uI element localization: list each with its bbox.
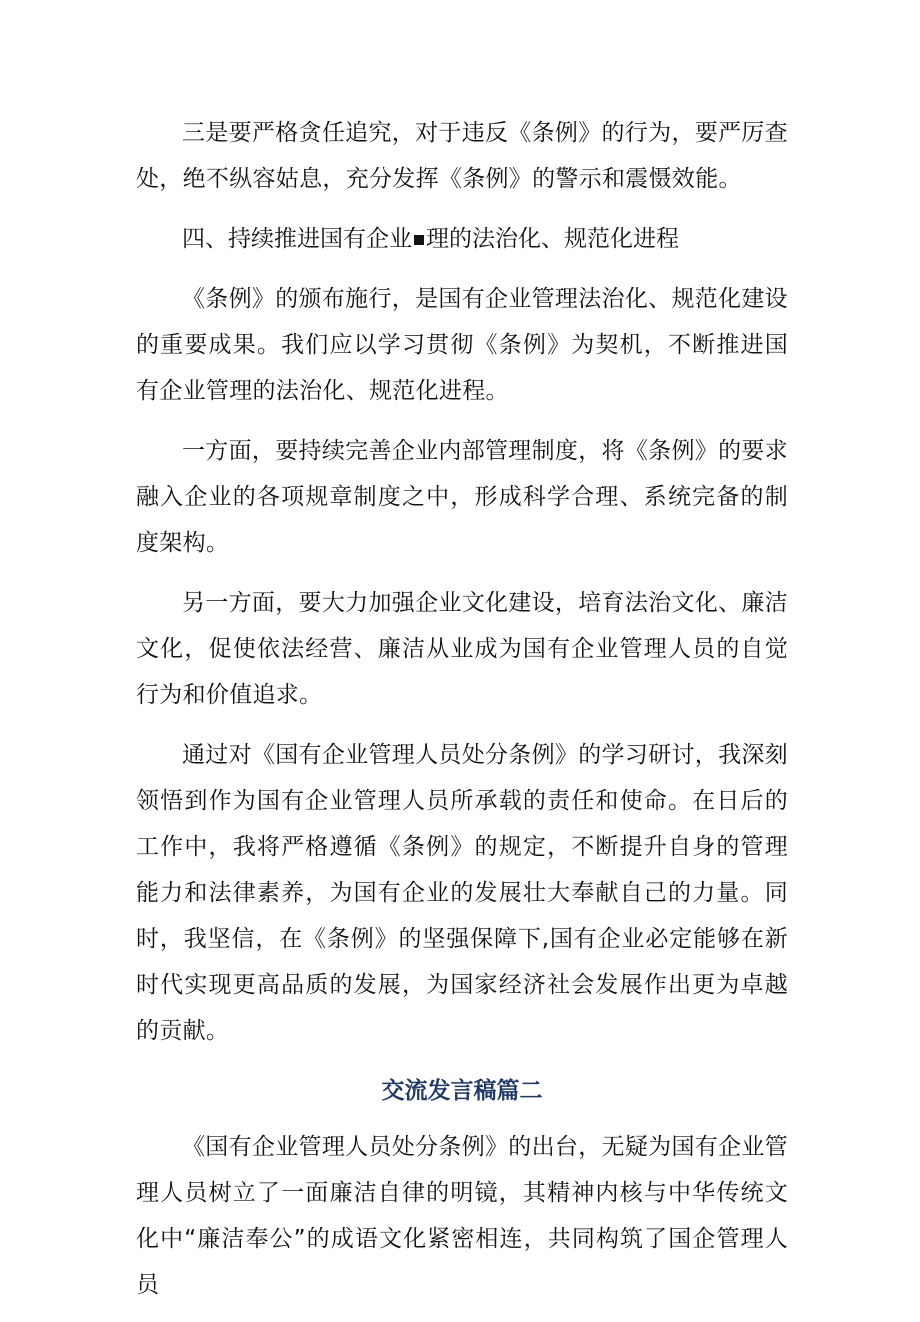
heading-four-text-a: 四、持续推进国有企业	[182, 226, 412, 252]
paragraph-part-two-intro: 《国有企业管理人员处分条例》的出台，无疑为国有企业管理人员树立了一面廉洁自律的明镜，其精神内核与中华传统文化中“廉洁奉公”的成语文化紧密相连，共同构筑了国企管理人员	[136, 1134, 788, 1298]
paragraph-regulation-promulgation: 《条例》的颁布施行，是国有企业管理法治化、规范化建设的重要成果。我们应以学习贯彻《条例》为契机，不断推进国有企业管理的法治化、规范化进程。	[136, 286, 788, 404]
paragraph-on-one-hand: 一方面，要持续完善企业内部管理制度，将《条例》的要求融入企业的各项规章制度之中，形成科学合理、系统完备的制度架构。	[136, 438, 788, 556]
heading-four-text-b: 理的法治化、规范化进程	[426, 226, 679, 252]
section-title: 交流发言稿篇二	[381, 1078, 543, 1104]
paragraph-conclusion: 通过对《国有企业管理人员处分条例》的学习研讨，我深刻领悟到作为国有企业管理人员所承载的责任和使命。在日后的工作中，我将严格遵循《条例》的规定，不断提升自身的管理能力和法律素养，为国有企业的发展壮大奉献自己的力量。同时，我坚信，在《条例》的坚强保障下,国有企业必定能够在新时代实现更高品质的发展，为国家经济社会发展作出更为卓越的贡献。	[136, 742, 788, 1044]
garbled-glyph-mark	[414, 235, 424, 245]
heading-four	[136, 216, 788, 262]
paragraph-on-other-hand: 另一方面，要大力加强企业文化建设，培育法治文化、廉洁文化，促使依法经营、廉洁从业成为国有企业管理人员的自觉行为和价值追求。	[136, 590, 788, 708]
paragraph-accountability: 三是要严格贪任追究，对于违反《条例》的行为，要严厉查处，绝不纵容姑息，充分发挥《条例》的警示和震慑效能。	[136, 120, 788, 192]
document-page	[136, 110, 788, 1322]
